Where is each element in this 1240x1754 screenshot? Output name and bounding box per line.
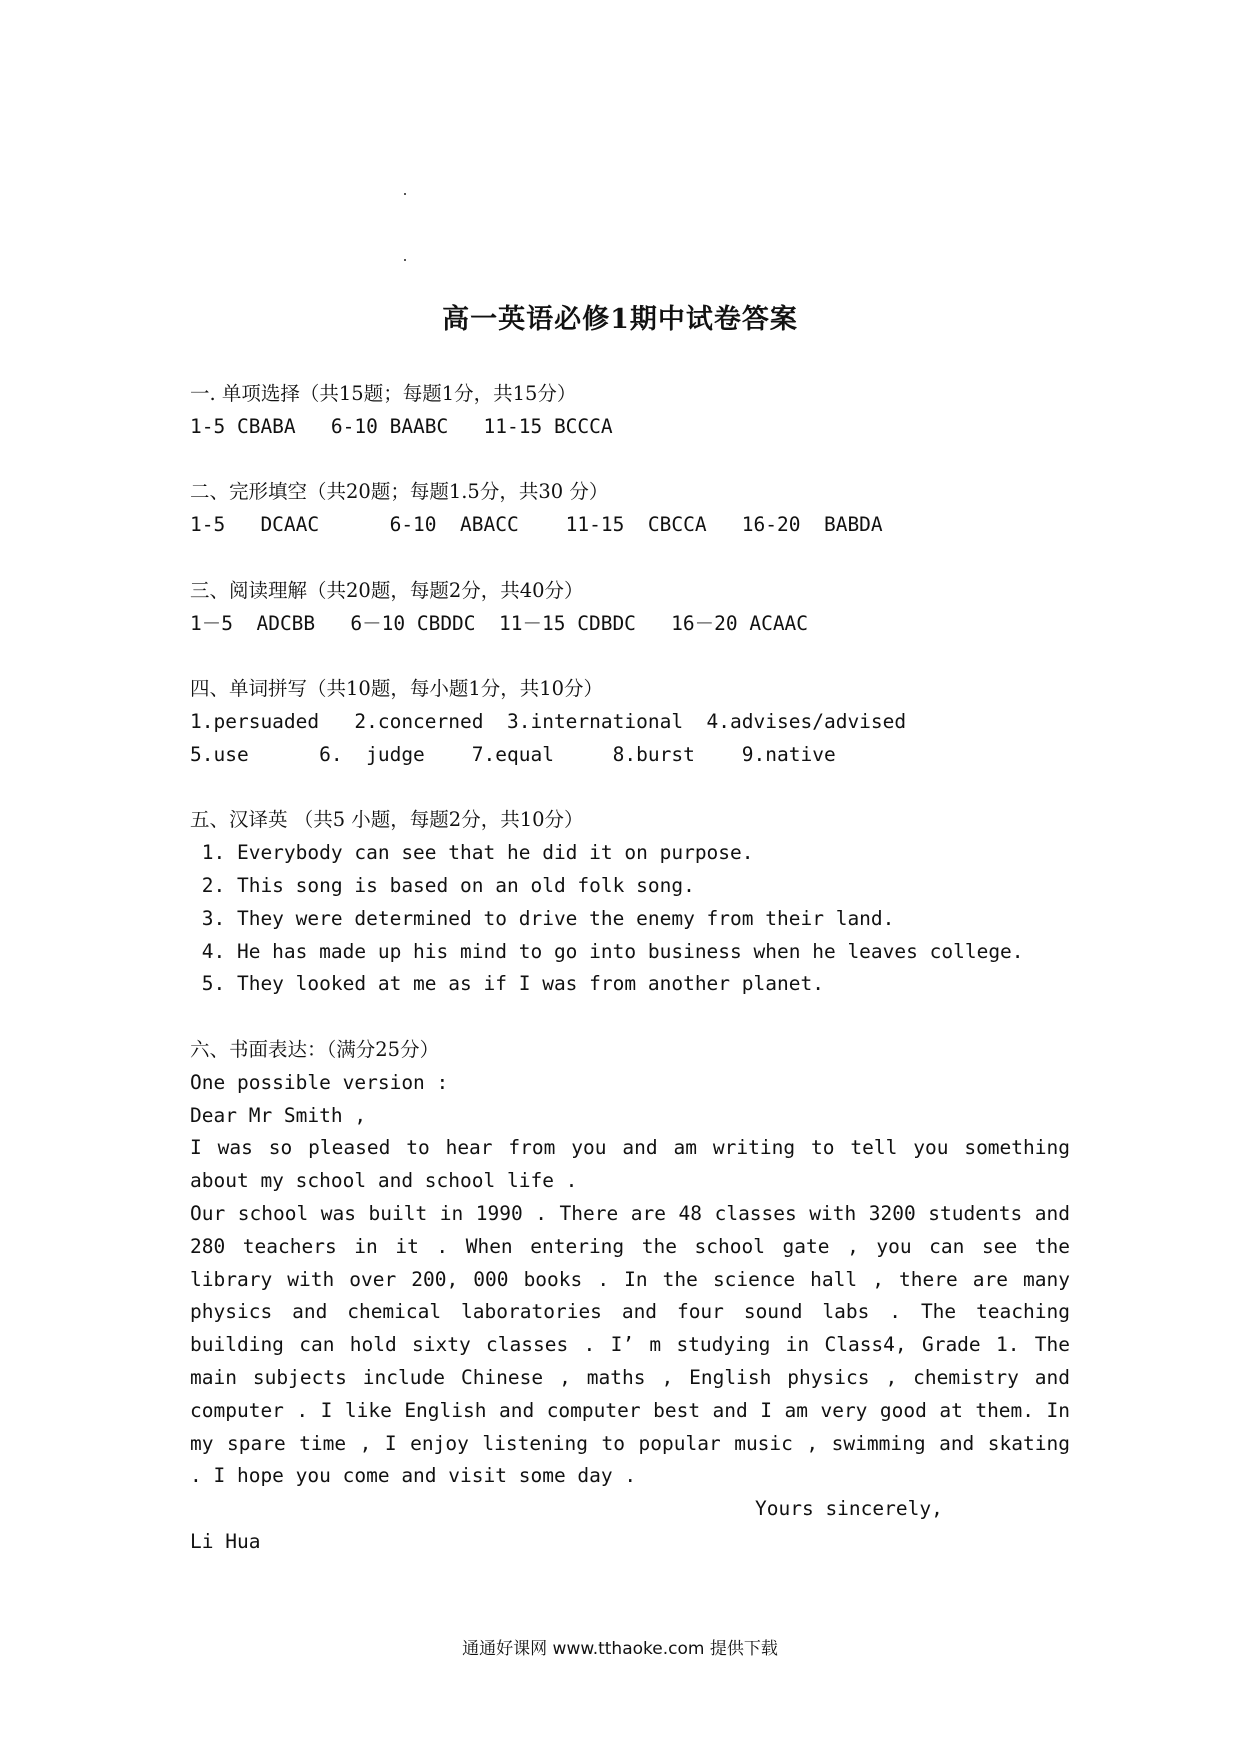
section-heading: 一. 单项选择（共15题；每题1分，共15分） <box>190 382 577 405</box>
answer-line: 5.use 6. judge 7.equal 8.burst 9.native <box>190 742 836 766</box>
section-heading: 六、书面表达：（满分25分） <box>190 1037 440 1061</box>
essay-paragraph: Our school was built in 1990 . There are 48 classes with 3200 students and 280 teachers in it . When entering the school gate , you can see the library with over 200, 000 books . In the science hall , there are many physics and chemical laboratories and four sound labs . The teaching building can hold sixty classes . I’ m studying in Class4, Grade 1. The main subjects include Chinese , maths , English physics , chemistry and computer . I like English and computer best and I am very good at them. In my spare time , I enjoy listening to popular music , swimming and skating . I hope you come and visit some day . <box>190 1201 1070 1488</box>
essay-paragraph: I was so pleased to hear from you and am writing to tell you something about my school and school life . <box>190 1136 1070 1193</box>
section-heading: 五、汉译英 （共5 小题，每题2分，共10分） <box>190 808 584 832</box>
page-footer: 通通好课网 www.tthaoke.com 提供下载 <box>462 1639 778 1659</box>
translation-line: 3. They were determined to drive the enemy from their land. <box>190 906 895 930</box>
translation-line: 1. Everybody can see that he did it on purpose. <box>190 841 754 865</box>
page-title: 高一英语必修1期中试卷答案 <box>442 304 798 335</box>
section-3 <box>190 575 1070 641</box>
section-heading: 三、阅读理解（共20题，每题2分，共40分） <box>190 578 584 602</box>
essay-signature: Li Hua <box>190 1529 261 1553</box>
section-heading: 二、完形填空（共20题；每题1.5分，共30 分） <box>190 480 609 504</box>
essay-greeting: Dear Mr Smith , <box>190 1103 367 1127</box>
essay-section <box>190 1034 1070 1559</box>
answer-content <box>190 378 1070 1559</box>
answer-line: 1－5 ADCBB 6－10 CBDDC 11－15 CDBDC 16－20 ACAAC <box>190 611 809 635</box>
answer-line: 1.persuaded 2.concerned 3.international 4.advises/advised <box>190 709 907 733</box>
answer-line: 1-5 DCAAC 6-10 ABACC 11-15 CBCCA 16-20 BABDA <box>190 513 883 537</box>
stray-dot <box>404 193 406 195</box>
section-1 <box>190 378 1070 444</box>
essay-version-label: One possible version : <box>190 1070 449 1094</box>
translation-line: 4. He has made up his mind to go into business when he leaves college. <box>190 939 1024 963</box>
stray-dot <box>404 259 406 261</box>
section-2 <box>190 476 1070 542</box>
section-4 <box>190 673 1070 771</box>
translation-line: 2. This song is based on an old folk song. <box>190 873 695 897</box>
essay-closing: Yours sincerely, <box>755 1497 943 1521</box>
section-heading: 四、单词拼写（共10题，每小题1分，共10分） <box>190 677 604 701</box>
section-5 <box>190 804 1070 1001</box>
translation-line: 5. They looked at me as if I was from another planet. <box>190 972 824 996</box>
answer-line: 1-5 CBABA 6-10 BAABC 11-15 BCCCA <box>190 414 613 438</box>
